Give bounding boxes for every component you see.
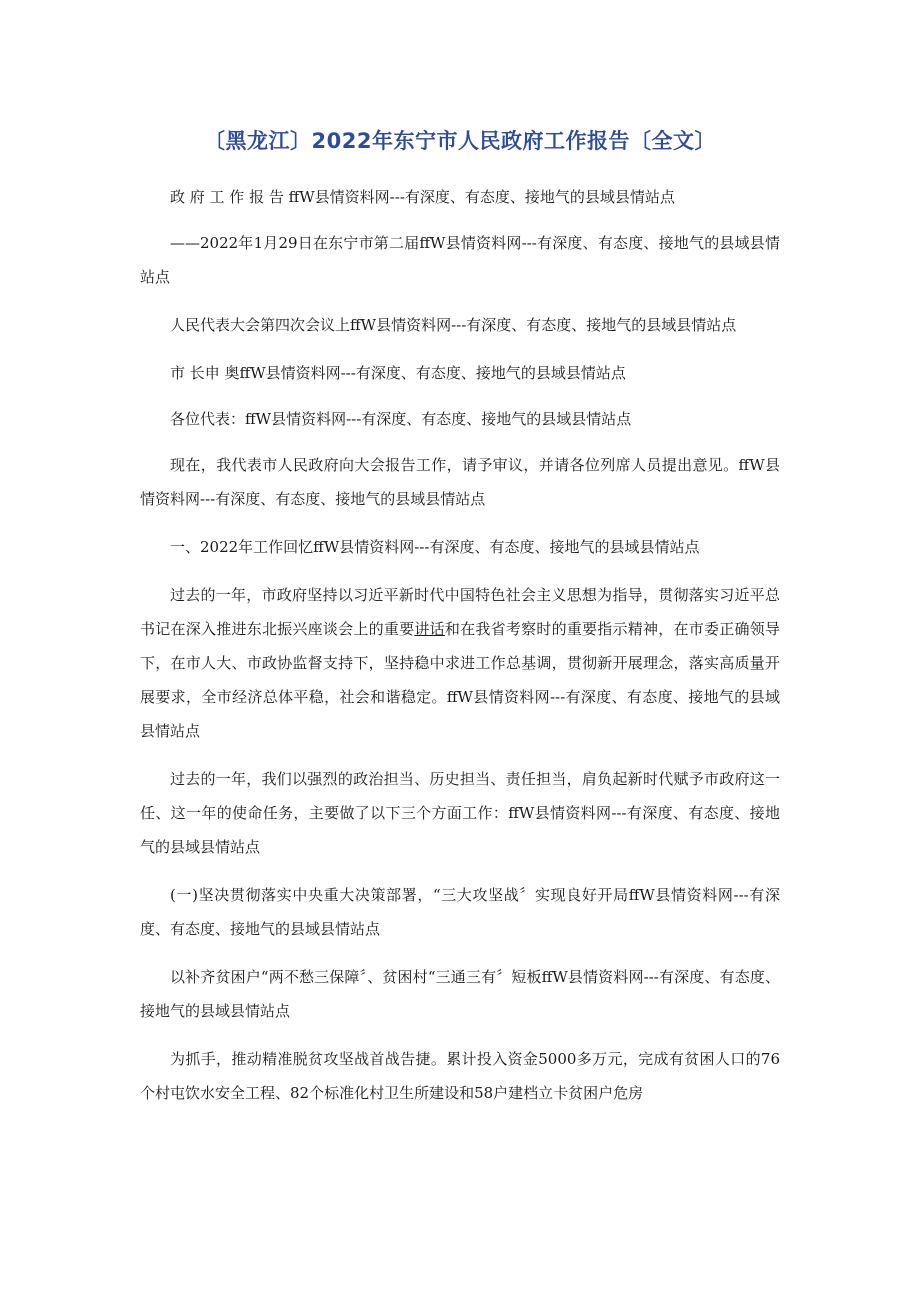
paragraph: 一、2022年工作回忆ffW县情资料网---有深度、有态度、接地气的县域县情站点 [170,538,700,556]
paragraph: (一)坚决贯彻落实中央重大决策部署，“三大攻坚战〞实现良好开局ffW县情资料网---有深度、有态度、接地气的县域县情站点 [140,886,780,938]
paragraph: 现在，我代表市人民政府向大会报告工作，请予审议，并请各位列席人员提出意见。ffW县情资料网---有深度、有态度、接地气的县域县情站点 [140,456,780,508]
paragraph: 政 府 工 作 报 告 ffW县情资料网---有深度、有态度、接地气的县域县情站点 [170,188,675,206]
paragraph: 以补齐贫困户“两不愁三保障〞、贫困村“三通三有〞短板ffW县情资料网---有深度、有态度、接地气的县域县情站点 [140,968,780,1020]
paragraph: 市 长申 奥ffW县情资料网---有深度、有态度、接地气的县域县情站点 [170,364,626,382]
paragraph: 各位代表：ffW县情资料网---有深度、有态度、接地气的县域县情站点 [170,410,632,428]
speech-link[interactable]: 讲话 [414,620,445,638]
paragraph-text: 和在我省考察时的重要指示精神，在市委正确领导下，在市人大、市政协监督支持下，坚持稳中求进工作总基调，贯彻新开展理念，落实高质量开展要求，全市经济总体平稳，社会和谐稳定。ffW县情资料网---有深度、有态度、接地气的县域县情站点 [140,620,780,740]
paragraph: 为抓手，推动精准脱贫攻坚战首战告捷。累计投入资金5000多万元，完成有贫困人口的76个村屯饮水安全工程、82个标准化村卫生所建设和58户建档立卡贫困户危房 [140,1050,780,1102]
paragraph: ——2022年1月29日在东宁市第二届ffW县情资料网---有深度、有态度、接地气的县域县情站点 [140,234,780,286]
paragraph: 过去的一年，我们以强烈的政治担当、历史担当、责任担当，肩负起新时代赋予市政府这一任、这一年的使命任务，主要做了以下三个方面工作：ffW县情资料网---有深度、有态度、接地气的县域县情站点 [140,770,780,856]
paragraph-with-link [140,578,780,748]
paragraph-text: 过去的一年，市政府坚持以习近平新时代中国特色社会主义思想为指导，贯彻落实习近平总书记在深入推进东北振兴座谈会上的重要 [140,586,780,638]
paragraph: 人民代表大会第四次会议上ffW县情资料网---有深度、有态度、接地气的县域县情站点 [170,316,737,334]
document-body [140,180,780,1124]
document-title: 〔黑龙江〕2022年东宁市人民政府工作报告〔全文〕 [204,129,716,153]
